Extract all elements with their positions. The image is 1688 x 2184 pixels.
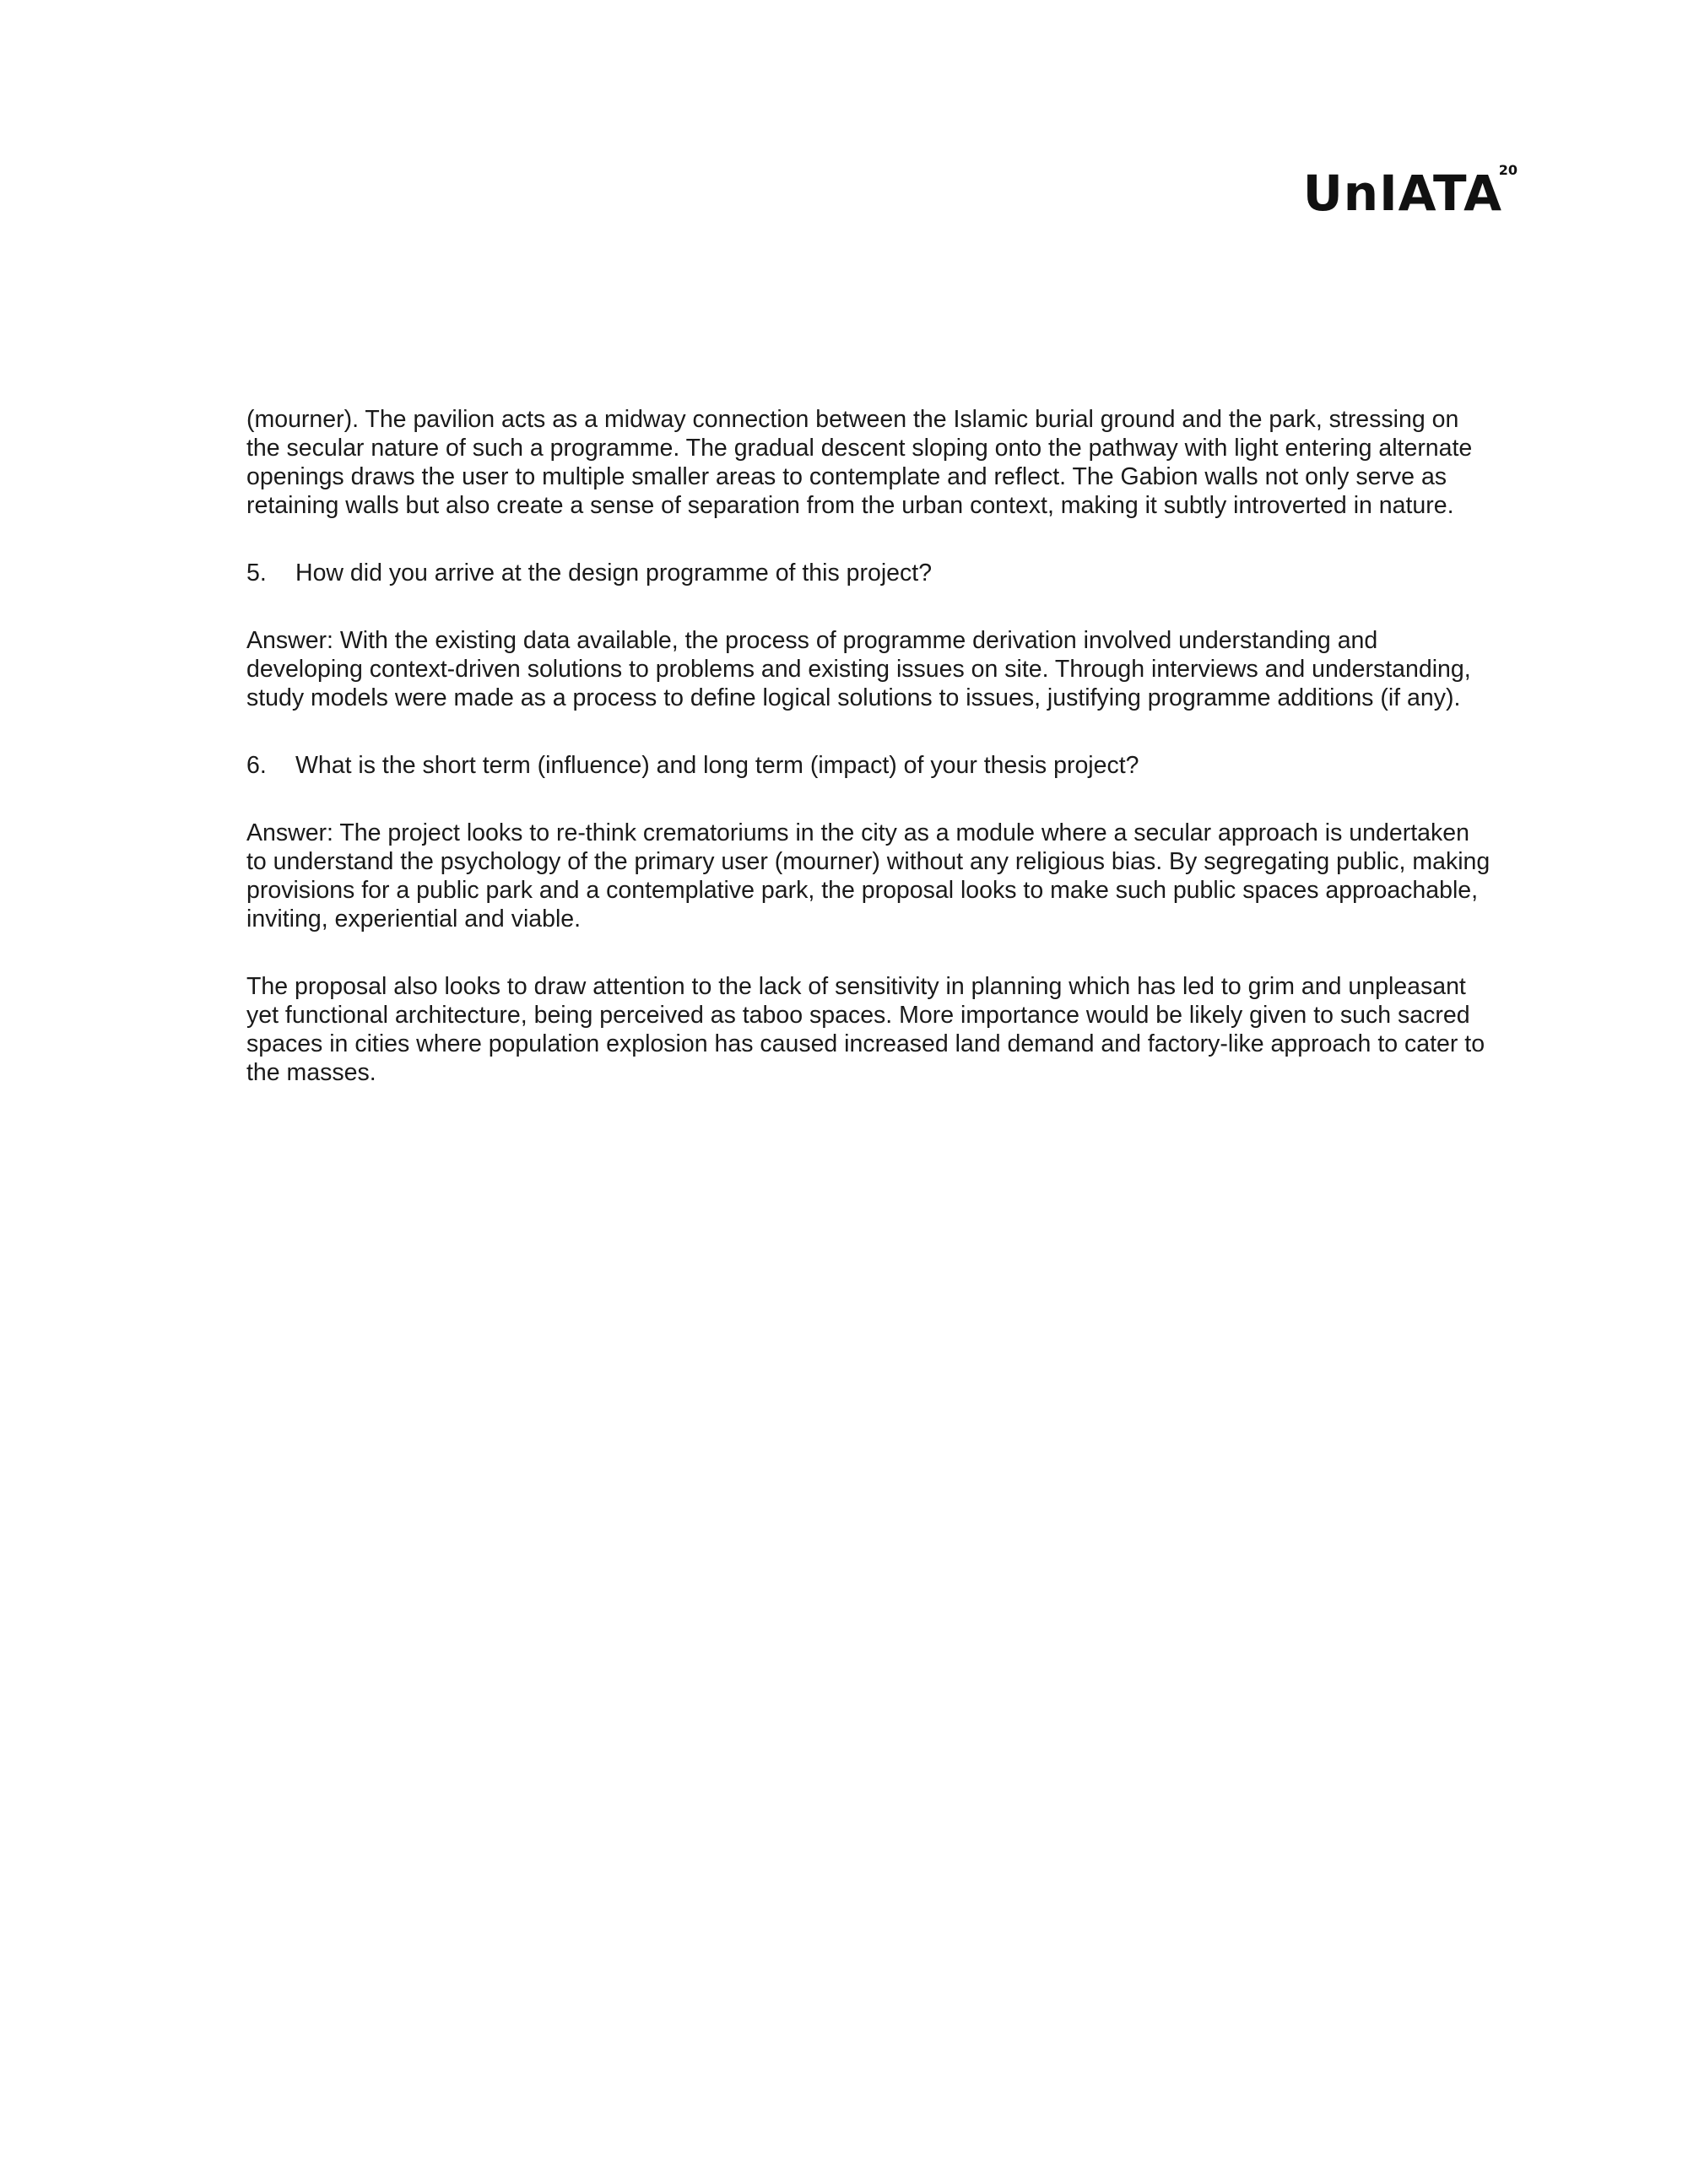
answer-6-paragraph: Answer: The project looks to re-think crematoriums in the city as a module where a secular approach is undertaken to understand the psychology of the primary user (mourner) without any religious bias. By segregating public, making provisions for a public park and a contemplative park, the proposal looks to make such public spaces approachable, inviting, experiential and viable. xyxy=(246,819,1491,933)
question-5-text: How did you arrive at the design programme of this project? xyxy=(295,560,933,587)
question-5-number: 5. xyxy=(246,560,267,587)
document-body xyxy=(246,405,1496,1126)
question-6-number: 6. xyxy=(246,752,267,779)
question-6-text: What is the short term (influence) and long term (impact) of your thesis project? xyxy=(295,752,1139,779)
logo-superscript: 20 xyxy=(1498,162,1518,178)
final-paragraph: The proposal also looks to draw attention to the lack of sensitivity in planning which has led to grim and unpleasant yet functional architecture, being perceived as taboo spaces. More importance would be likely given to such sacred spaces in cities where population explosion has caused increased land demand and factory-like approach to cater to the masses. xyxy=(246,973,1485,1086)
unlata-logo xyxy=(1302,162,1518,222)
answer-5-paragraph: Answer: With the existing data available, the process of programme derivation involved understanding and developing context-driven solutions to problems and existing issues on site. Through interviews and understanding, study models were made as a process to define logical solutions to issues, justifying programme additions (if any). xyxy=(246,627,1471,711)
intro-paragraph: (mourner). The pavilion acts as a midway connection between the Islamic burial ground and the park, stressing on the secular nature of such a programme. The gradual descent sloping onto the pathway with light entering alternate openings draws the user to multiple smaller areas to contemplate and reflect. The Gabion walls not only serve as retaining walls but also create a sense of separation from the urban context, making it subtly introverted in nature. xyxy=(246,406,1473,519)
question-6 xyxy=(246,751,1496,780)
logo-text: UnIATA xyxy=(1302,165,1502,222)
question-5 xyxy=(246,559,1496,587)
